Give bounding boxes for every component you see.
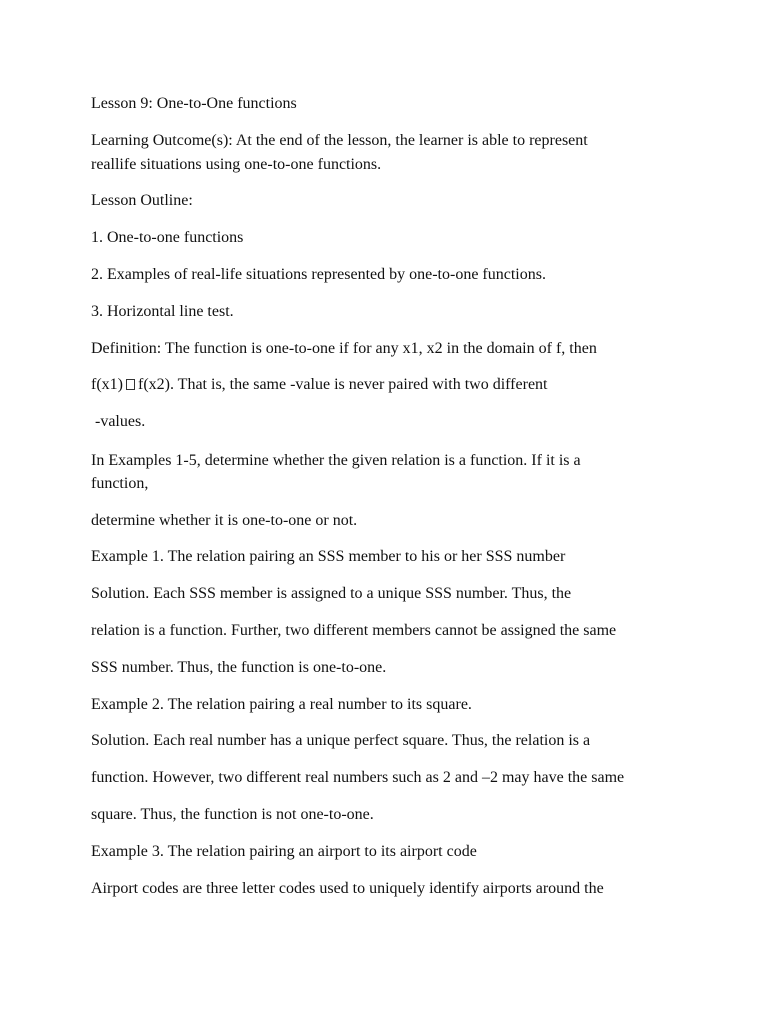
example-1-solution-line-2: relation is a function. Further, two different members cannot be assigned the same xyxy=(91,622,617,639)
examples-intro-line-3: determine whether it is one-to-one or not. xyxy=(91,512,358,529)
example-2-solution-line-1: Solution. Each real number has a unique perfect square. Thus, the relation is a xyxy=(91,732,591,749)
lesson-title: Lesson 9: One-to-One functions xyxy=(91,95,297,112)
learning-outcome-line-2: reallife situations using one-to-one functions. xyxy=(91,156,382,173)
definition-line-2 xyxy=(91,373,547,397)
example-3-text-line-1: Airport codes are three letter codes used to uniquely identify airports around the xyxy=(91,880,604,897)
example-2-solution-line-2: function. However, two different real numbers such as 2 and –2 may have the same xyxy=(91,769,625,786)
definition-line-3: -values. xyxy=(95,413,146,430)
example-2-title: Example 2. The relation pairing a real number to its square. xyxy=(91,696,472,713)
outline-heading: Lesson Outline: xyxy=(91,192,193,209)
example-3-title: Example 3. The relation pairing an airport to its airport code xyxy=(91,843,477,860)
example-1-solution-line-1: Solution. Each SSS member is assigned to a unique SSS number. Thus, the xyxy=(91,585,572,602)
outline-item-1: 1. One-to-one functions xyxy=(91,229,244,246)
definition-fx1: f(x1) xyxy=(91,376,123,393)
example-2-solution-line-3: square. Thus, the function is not one-to-one. xyxy=(91,806,374,823)
not-equal-missing-glyph-icon xyxy=(126,379,135,390)
examples-intro-line-1: In Examples 1-5, determine whether the given relation is a function. If it is a xyxy=(91,452,581,469)
example-1-solution-line-3: SSS number. Thus, the function is one-to-one. xyxy=(91,659,387,676)
definition-line-1: Definition: The function is one-to-one if for any x1, x2 in the domain of f, then xyxy=(91,340,597,357)
definition-fx2-text: f(x2). That is, the same -value is never paired with two different xyxy=(137,376,548,393)
examples-intro-line-2: function, xyxy=(91,475,149,492)
example-1-title: Example 1. The relation pairing an SSS member to his or her SSS number xyxy=(91,548,566,565)
outline-item-2: 2. Examples of real-life situations represented by one-to-one functions. xyxy=(91,266,546,283)
outline-item-3: 3. Horizontal line test. xyxy=(91,303,234,320)
learning-outcome-line-1: Learning Outcome(s): At the end of the lesson, the learner is able to represent xyxy=(91,132,588,149)
